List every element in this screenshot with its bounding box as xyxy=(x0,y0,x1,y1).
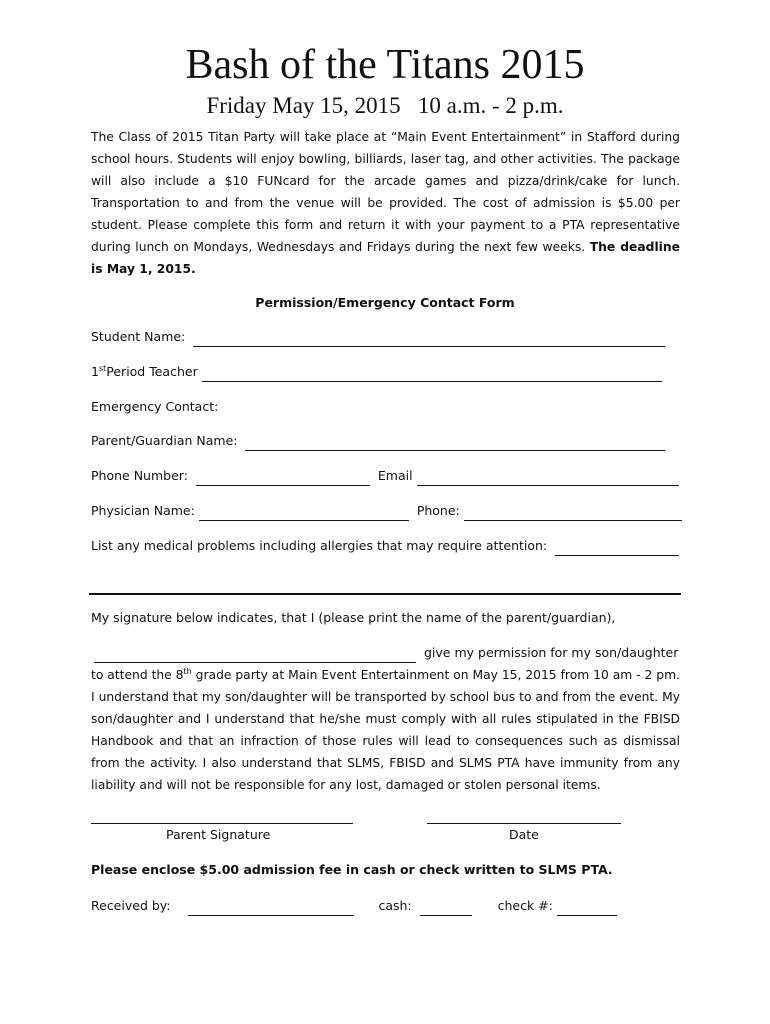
intro-paragraph xyxy=(91,126,680,280)
emergency-contact-row xyxy=(91,397,218,417)
grade-ordinal: th xyxy=(183,666,192,676)
received-by-field[interactable] xyxy=(188,900,354,916)
cash-field[interactable] xyxy=(420,900,472,916)
student-name-label: Student Name: xyxy=(91,329,186,344)
medical-problems-label: List any medical problems including allergies that may require attention: xyxy=(91,538,548,553)
date-label: Date xyxy=(509,827,539,842)
deadline-text: The deadline is May 1, 2015. xyxy=(91,240,680,276)
physician-phone-field[interactable] xyxy=(464,505,682,521)
student-name-field[interactable] xyxy=(193,331,665,347)
physician-name-label: Physician Name: xyxy=(91,503,195,518)
guardian-name-row xyxy=(91,643,679,663)
physician-row xyxy=(91,501,682,521)
medical-row xyxy=(91,536,679,556)
physician-name-field[interactable] xyxy=(199,505,409,521)
emergency-contact-label: Emergency Contact: xyxy=(91,399,219,414)
period-number: 1 xyxy=(91,364,99,379)
phone-email-row xyxy=(91,466,679,486)
period-teacher-label xyxy=(91,362,198,382)
consent-intro-row xyxy=(91,608,615,628)
enclose-fee-note: Please enclose $5.00 admission fee in cash or check written to SLMS PTA. xyxy=(91,862,613,877)
period-teacher-field[interactable] xyxy=(202,366,662,382)
section-divider xyxy=(89,593,681,595)
consent-intro-text: My signature below indicates, that I (please print the name of the parent/guardian), xyxy=(91,610,616,625)
received-by-label: Received by: xyxy=(91,898,171,913)
page-title: Bash of the Titans 2015 xyxy=(185,42,585,88)
check-number-label: check #: xyxy=(497,898,553,913)
parent-name-label: Parent/Guardian Name: xyxy=(91,433,238,448)
email-label: Email xyxy=(377,468,413,483)
form-heading: Permission/Emergency Contact Form xyxy=(255,295,515,310)
guardian-print-name-field[interactable] xyxy=(94,647,416,663)
consent-paragraph xyxy=(91,664,680,796)
medical-problems-field[interactable] xyxy=(555,540,679,556)
period-teacher-text: Period Teacher xyxy=(106,364,198,379)
cash-label: cash: xyxy=(378,898,412,913)
email-field[interactable] xyxy=(417,470,679,486)
phone-number-field[interactable] xyxy=(196,470,370,486)
office-use-row xyxy=(91,896,617,916)
consent-text-start: to attend the 8 xyxy=(91,668,184,682)
period-teacher-row xyxy=(91,362,662,382)
phone-number-label: Phone Number: xyxy=(91,468,188,483)
student-name-row xyxy=(91,327,665,347)
physician-phone-label: Phone: xyxy=(416,503,460,518)
date-field[interactable] xyxy=(427,808,621,824)
parent-name-row xyxy=(91,431,665,451)
check-number-field[interactable] xyxy=(557,900,617,916)
intro-text: The Class of 2015 Titan Party will take place at “Main Event Entertainment” in Stafford during school hours. Students will enjoy bowling, billiards, laser tag, and other activities. The package will also include a $10 FUNcard for the arcade games and pizza/drink/cake for lunch. Transportation to and from the venue will be provided. The cost of admission is $5.00 per student. Please complete this form and return it with your payment to a PTA representative during lunch on Mondays, Wednesdays and Fridays during the next few weeks. xyxy=(91,130,680,254)
consent-text-body: grade party at Main Event Entertainment on May 15, 2015 from 10 am - 2 pm. I understand that my son/daughter will be transported by school bus to and from the event. My son/daughter and I understand that he/she must comply with all rules stipulated in the FBISD Handbook and that an infraction of those rules will lead to consequences such as dismissal from the activity. I also understand that SLMS, FBISD and SLMS PTA have immunity from any liability and will not be responsible for any lost, damaged or stolen personal items. xyxy=(91,668,680,792)
parent-name-field[interactable] xyxy=(245,435,665,451)
give-permission-text: give my permission for my son/daughter xyxy=(424,645,679,660)
event-date-subtitle: Friday May 15, 2015 10 a.m. - 2 p.m. xyxy=(206,93,564,118)
period-ordinal: st xyxy=(98,363,107,373)
parent-signature-field[interactable] xyxy=(91,808,353,824)
parent-signature-label: Parent Signature xyxy=(166,827,271,842)
